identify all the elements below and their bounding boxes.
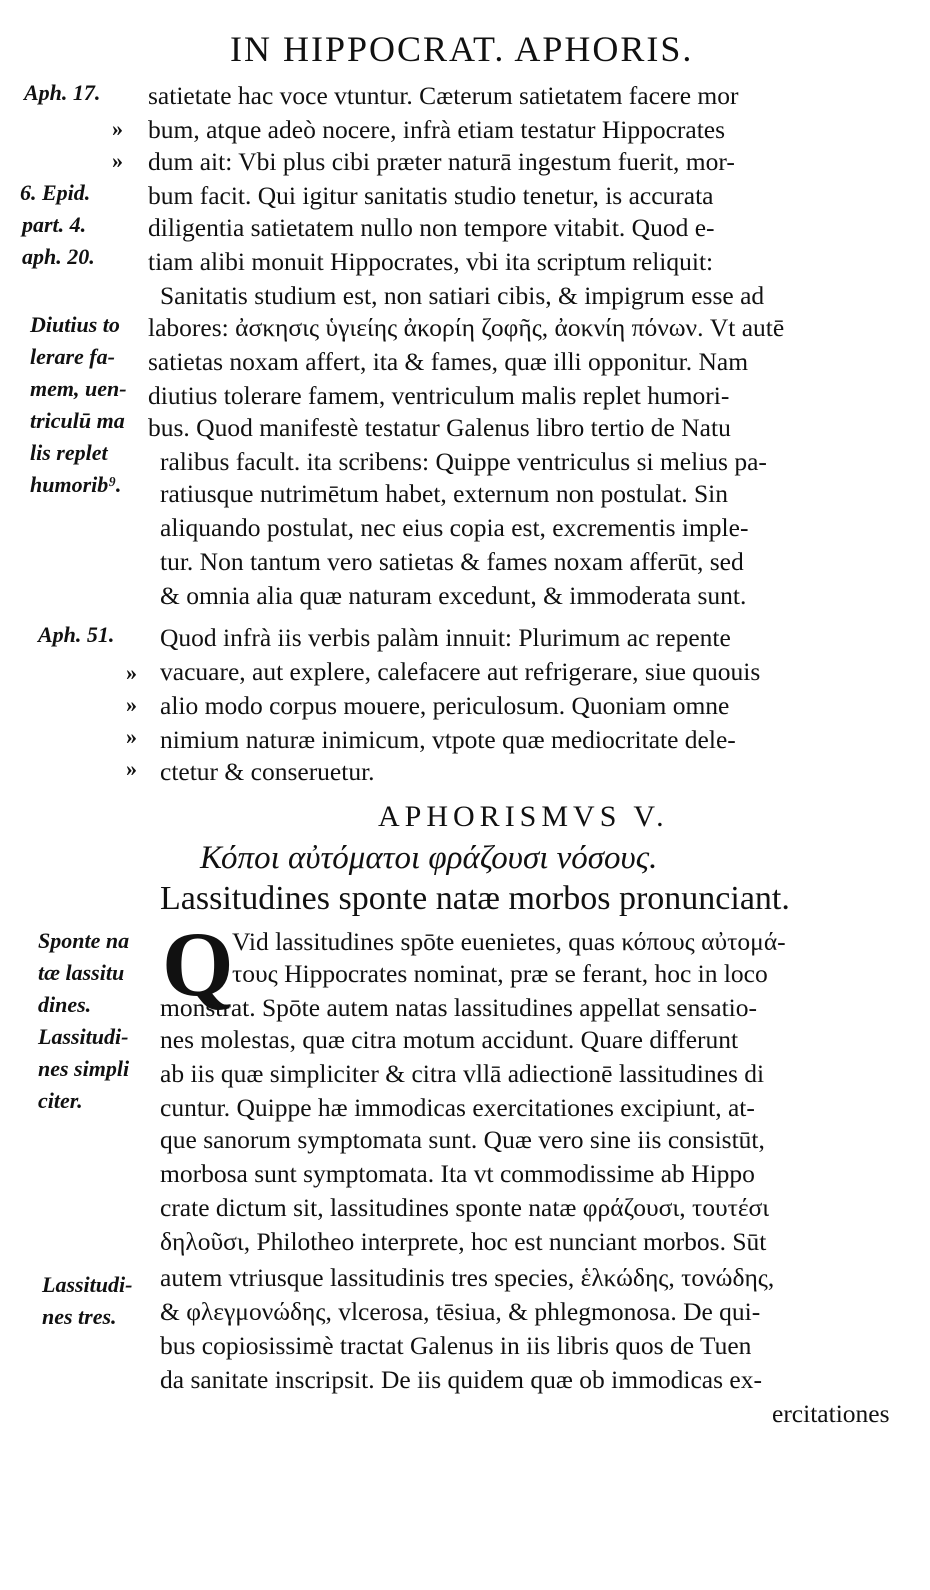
text-line: morbosa sunt symptomata. Ita vt commodissime ab Hippo — [160, 1159, 755, 1188]
text-line: δηλοῦσι, Philotheo interprete, hoc est nunciant morbos. Sūt — [160, 1227, 767, 1256]
text-line: diligentia satietatem nullo non tempore vitabit. Quod e- — [148, 213, 715, 242]
text-line: bus. Quod manifestè testatur Galenus libro tertio de Natu — [148, 413, 731, 442]
margin-note-epid: 6. Epid. — [20, 180, 91, 205]
text-line: satietate hac voce vtuntur. Cæterum satietatem facere mor — [148, 81, 739, 110]
margin-note-tolerare: lerare fa- — [30, 344, 115, 369]
quote-mark: » — [126, 660, 137, 685]
text-line: & omnia alia quæ naturam excedunt, & immoderata sunt. — [160, 581, 747, 610]
text-line: tur. Non tantum vero satietas & fames noxam afferūt, sed — [160, 547, 744, 576]
margin-note-ventriculum: triculū ma — [30, 408, 125, 433]
text-line: τους Hippocrates nominat, præ se ferant, hoc in loco — [232, 959, 768, 988]
quote-mark: » — [126, 756, 137, 781]
margin-note-lassitudines-tres-1: Lassitudi- — [42, 1272, 133, 1297]
margin-note-dines: dines. — [38, 992, 92, 1017]
text-line: Sanitatis studium est, non satiari cibis, & impigrum esse ad — [160, 281, 765, 310]
margin-note-aph-51: Aph. 51. — [38, 622, 115, 647]
running-header: IN HIPPOCRAT. APHORIS. — [230, 29, 694, 69]
margin-note-aph-20: aph. 20. — [22, 244, 95, 269]
margin-note-natae: tæ lassitu — [38, 960, 125, 985]
margin-note-lassitudines-tres-2: nes tres. — [42, 1304, 117, 1329]
margin-note-part: part. 4. — [22, 212, 87, 237]
text-line: dum ait: Vbi plus cibi præter naturā ingestum fuerit, mor- — [148, 147, 735, 176]
text-line: bus copiosissimè tractat Galenus in iis libris quos de Tuen — [160, 1331, 752, 1360]
text-line: satietas noxam affert, ita & fames, quæ illi opponitur. Nam — [148, 347, 749, 376]
aphorism-greek-text: Κόποι αὐτόματοι φράζουσι νόσους. — [200, 840, 658, 876]
text-line: aliquando postulat, nec eius copia est, excrementis imple- — [160, 513, 749, 542]
quote-mark: » — [126, 724, 137, 749]
text-line: nimium naturæ inimicum, vtpote quæ mediocritate dele- — [160, 725, 736, 754]
aphorism-title: APHORISMVS V. — [378, 800, 669, 833]
text-line: bum, atque adeò nocere, infrà etiam testatur Hippocrates — [148, 115, 726, 144]
aphorism-latin-text: Lassitudines sponte natæ morbos pronunciant. — [160, 880, 790, 917]
text-line: alio modo corpus mouere, periculosum. Quoniam omne — [160, 691, 730, 720]
text-line: autem vtriusque lassitudinis tres species, ἑλκώδης, τονώδης, — [160, 1263, 775, 1292]
text-line: vacuare, aut explere, calefacere aut refrigerare, siue quouis — [160, 657, 761, 686]
text-line: crate dictum sit, lassitudines sponte natæ φράζουσι, τουτέσι — [160, 1193, 770, 1222]
margin-note-humoribus: humorib⁹. — [30, 472, 122, 497]
text-line: ralibus facult. ita scribens: Quippe ventriculus si melius pa- — [160, 447, 767, 476]
drop-cap: Q — [162, 913, 234, 1015]
quote-mark: » — [112, 116, 123, 141]
quote-mark: » — [126, 692, 137, 717]
margin-note-famem: mem, uen- — [30, 376, 127, 401]
text-line: ctetur & conseruetur. — [160, 757, 375, 786]
margin-note-aph-17: Aph. 17. — [24, 80, 101, 105]
margin-note-malis: lis replet — [30, 440, 108, 465]
text-line: ratiusque nutrimētum habet, externum non postulat. Sin — [160, 479, 728, 508]
text-line: Quod infrà iis verbis palàm innuit: Plurimum ac repente — [160, 623, 731, 652]
text-line: tiam alibi monuit Hippocrates, vbi ita scriptum reliquit: — [148, 247, 714, 276]
text-line: que sanorum symptomata sunt. Quæ vero sine iis consistūt, — [160, 1125, 765, 1154]
text-line: monstrat. Spōte autem natas lassitudines appellat sensatio- — [160, 993, 757, 1022]
margin-note-lassitudines: Lassitudi- — [38, 1024, 129, 1049]
text-line: ab iis quæ simpliciter & citra vllā adiectionē lassitudines di — [160, 1059, 765, 1088]
text-line: da sanitate inscripsit. De iis quidem quæ ob immodicas ex- — [160, 1365, 762, 1394]
margin-note-sponte: Sponte na — [38, 928, 130, 953]
text-line: & φλεγμονώδης, vlcerosa, tēsiua, & phlegmonosa. De qui- — [160, 1297, 761, 1326]
text-line: nes molestas, quæ citra motum accidunt. Quare differunt — [160, 1025, 739, 1054]
text-line: bum facit. Qui igitur sanitatis studio tenetur, is accurata — [148, 181, 714, 210]
text-line: labores: ἀσκησις ὑγιείης ἀκορίη ζοφῆς, ἀοκνίη πόνων. Vt autē — [148, 313, 785, 342]
text-line: cuntur. Quippe hæ immodicas exercitationes excipiunt, at- — [160, 1093, 755, 1122]
text-line: Vid lassitudines spōte euenietes, quas κόπους αὐτομά- — [232, 927, 786, 956]
quote-mark: » — [112, 148, 123, 173]
margin-note-diutius: Diutius to — [30, 312, 120, 337]
catchword: ercitationes — [772, 1399, 890, 1428]
margin-note-citer: citer. — [38, 1088, 83, 1113]
margin-note-simpliciter: nes simpli — [38, 1056, 130, 1081]
text-line: diutius tolerare famem, ventriculum malis replet humori- — [148, 381, 730, 410]
